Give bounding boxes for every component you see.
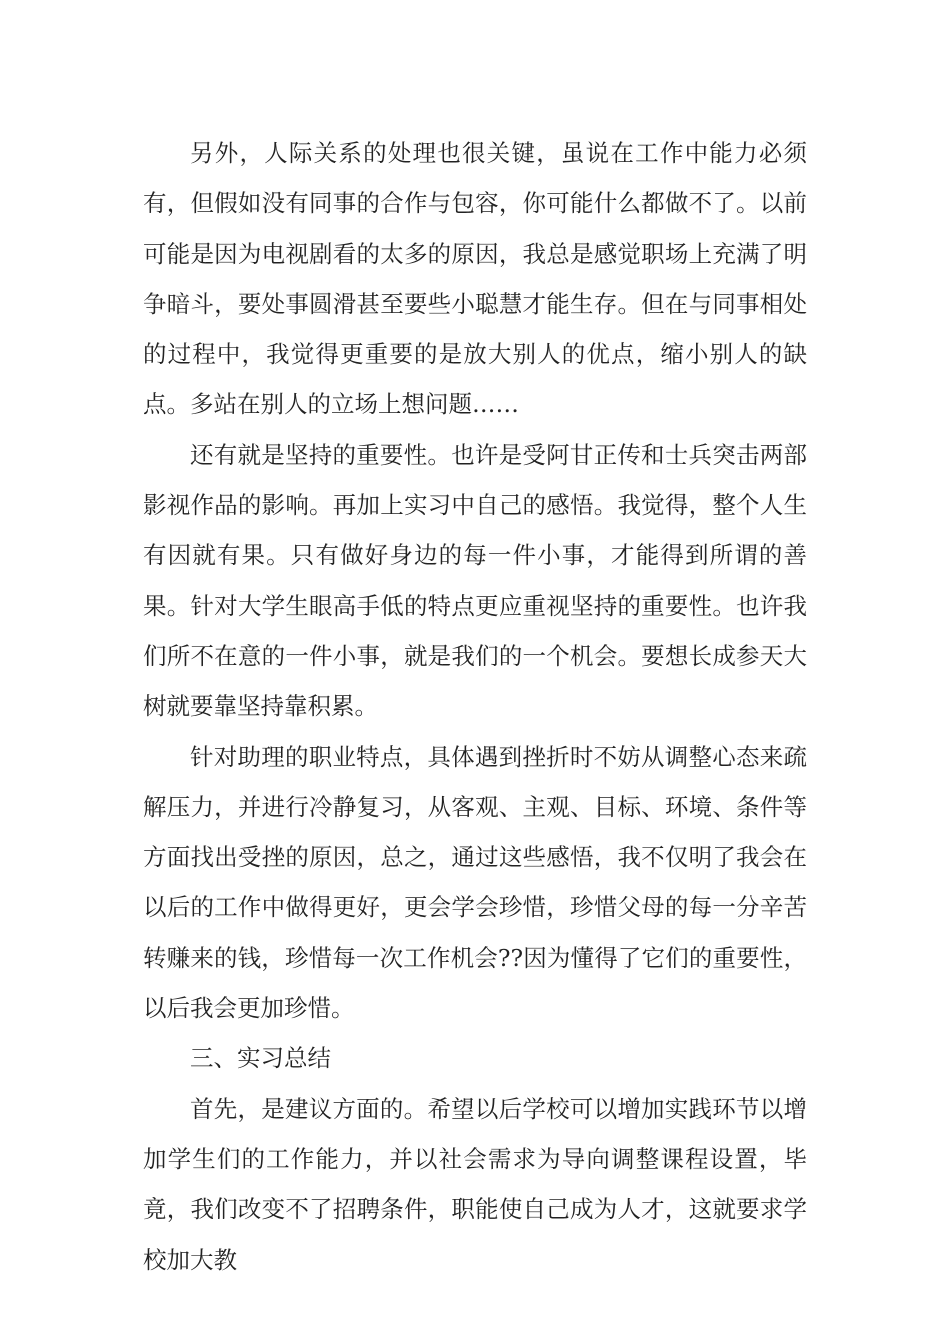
paragraph-persistence: 还有就是坚持的重要性。也许是受阿甘正传和士兵突击两部影视作品的影响。再加上实习中自己的感悟。我觉得，整个人生有因就有果。只有做好身边的每一件小事，才能得到所谓的善果。针对大学生眼高手低的特点更应重视坚持的重要性。也许我们所不在意的一件小事，就是我们的一个机会。要想长成参天大树就要靠坚持靠积累。 xyxy=(143,440,807,721)
paragraph-suggestions: 首先，是建议方面的。希望以后学校可以增加实践环节以增加学生们的工作能力，并以社会需求为导向调整课程设置，毕竟，我们改变不了招聘条件，职能使自己成为人才，这就要求学校加大教 xyxy=(143,1094,807,1274)
paragraph-interpersonal: 另外，人际关系的处理也很关键，虽说在工作中能力必须有，但假如没有同事的合作与包容，你可能什么都做不了。以前可能是因为电视剧看的太多的原因，我总是感觉职场上充满了明争暗斗，要处事圆滑甚至要些小聪慧才能生存。但在与同事相处的过程中，我觉得更重要的是放大别人的优点，缩小别人的缺点。多站在别人的立场上想问题…… xyxy=(143,139,807,419)
paragraph-career-traits: 针对助理的职业特点，具体遇到挫折时不妨从调整心态来疏解压力，并进行冷静复习，从客观、主观、目标、环境、条件等方面找出受挫的原因，总之，通过这些感悟，我不仅明了我会在以后的工作中做得更好，更会学会珍惜，珍惜父母的每一分辛苦转赚来的钱，珍惜每一次工作机会??因为懂得了它们的重要性，以后我会更加珍惜。 xyxy=(143,742,807,1023)
document-body xyxy=(143,128,807,1285)
section-heading: 三、实习总结 xyxy=(190,1044,331,1073)
